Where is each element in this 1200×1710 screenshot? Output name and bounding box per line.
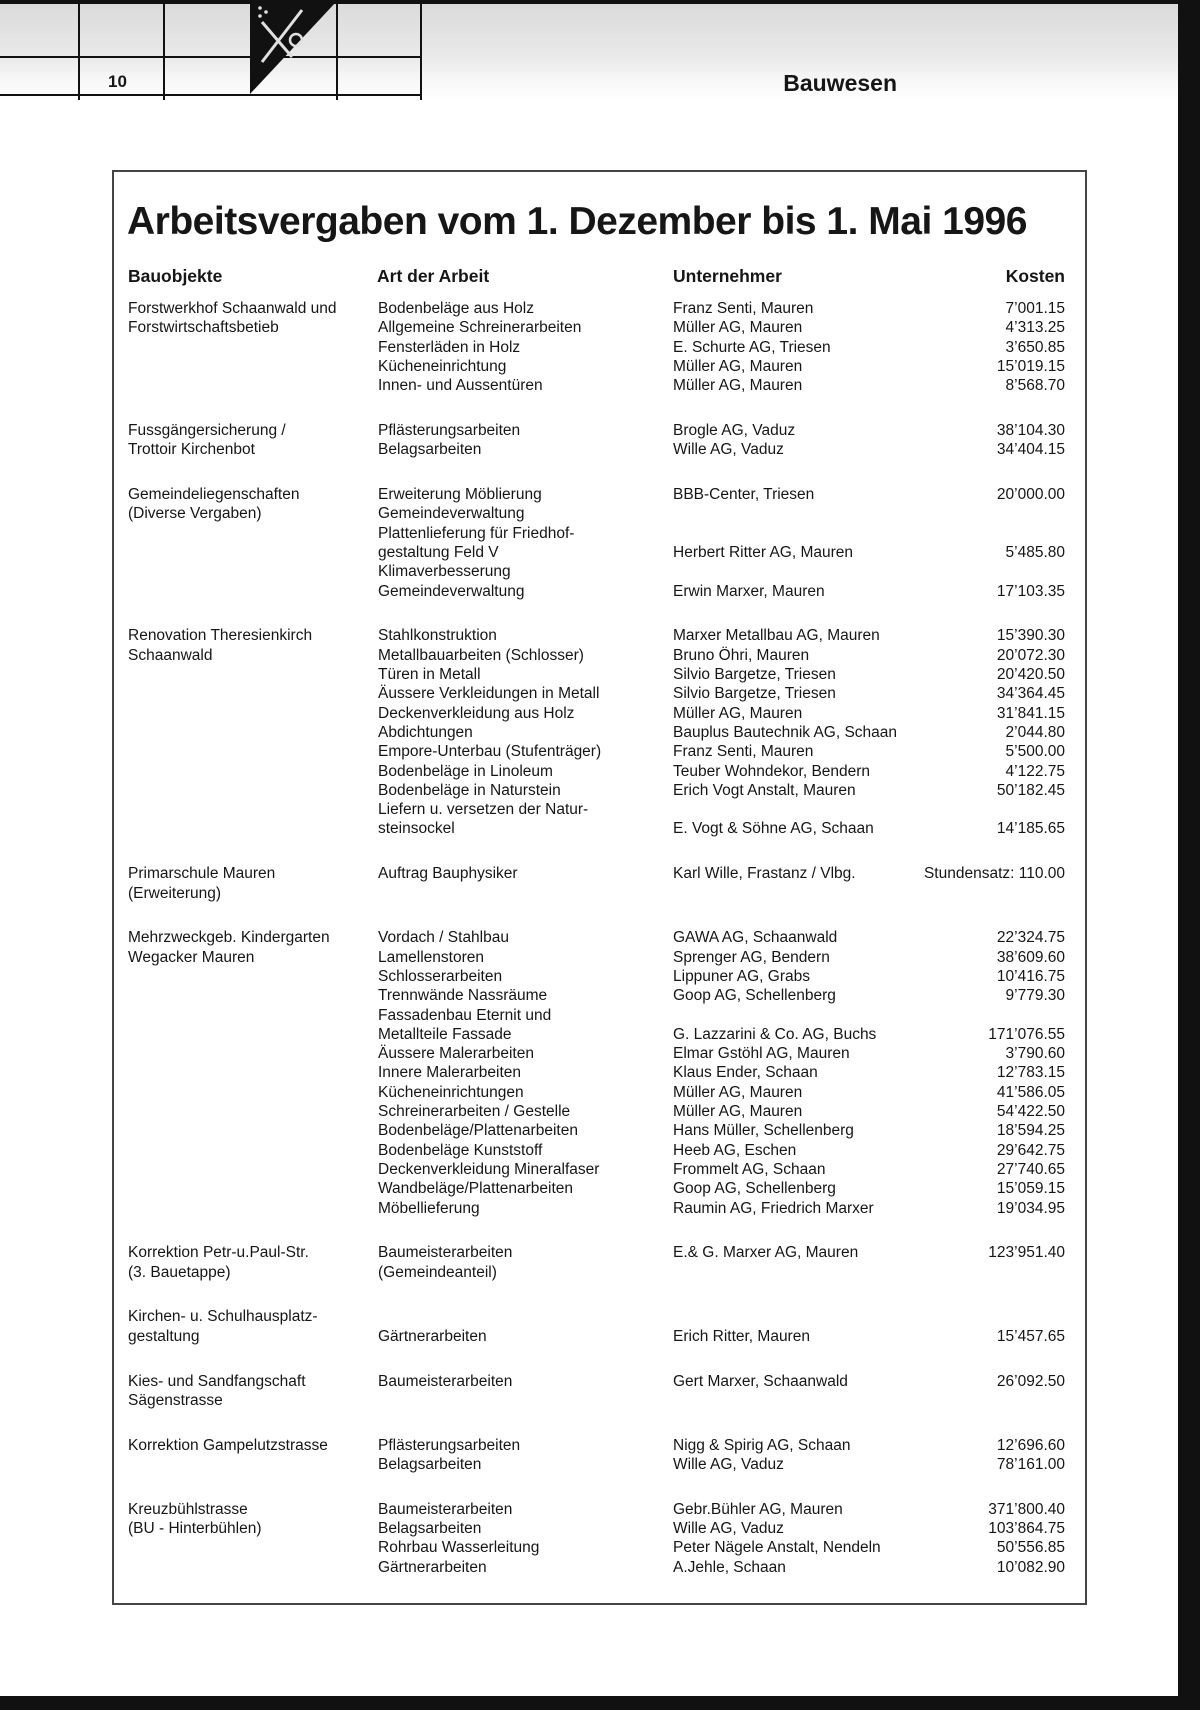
cell-unternehmer: Herbert Ritter AG, Mauren [673, 544, 854, 561]
cell-kosten: 14’185.65 [996, 820, 1065, 838]
cell-art-der-arbeit: Belagsarbeiten [378, 441, 482, 459]
cell-art-der-arbeit: Äussere Malerarbeiten [378, 1045, 534, 1063]
cell-kosten: 15’019.15 [996, 357, 1065, 375]
cell-bauobjekt: Kies- und Sandfangschaft [128, 1372, 306, 1390]
cell-unternehmer: Raumin AG, Friedrich Marxer [673, 1199, 874, 1217]
cell-art-der-arbeit: Allgemeine Schreinerarbeiten [378, 319, 582, 337]
cell-unternehmer: Sprenger AG, Bendern [673, 948, 830, 966]
cell-art-der-arbeit: Äussere Verkleidungen in Metall [378, 685, 600, 703]
cell-kosten: 2’044.80 [1005, 723, 1065, 741]
cell-unternehmer: Franz Senti, Mauren [673, 300, 814, 317]
cell-unternehmer: Marxer Metallbau AG, Mauren [673, 627, 880, 645]
cell-unternehmer: Goop AG, Schellenberg [673, 987, 836, 1005]
cell-unternehmer: Wille AG, Vaduz [673, 441, 784, 459]
cell-unternehmer: Brogle AG, Vaduz [673, 422, 796, 439]
document-title: Arbeitsvergaben vom 1. Dezember bis 1. Mai 1996 [127, 200, 1027, 243]
cell-art-der-arbeit: Bodenbeläge in Linoleum [378, 762, 553, 780]
cell-unternehmer: Nigg & Spirig AG, Schaan [673, 1436, 851, 1454]
cell-art-der-arbeit: Türen in Metall [378, 666, 481, 683]
cell-unternehmer: GAWA AG, Schaanwald [673, 929, 838, 947]
cell-unternehmer: Karl Wille, Frastanz / Vlbg. [673, 865, 856, 883]
cell-unternehmer: Erich Ritter, Mauren [673, 1327, 810, 1345]
cell-art-der-arbeit: Trennwände Nassräume [378, 987, 548, 1005]
cell-kosten: 9’779.30 [1005, 987, 1065, 1005]
cell-kosten: 15’390.30 [996, 627, 1065, 645]
cell-kosten: 41’586.05 [996, 1083, 1065, 1101]
cell-unternehmer: A.Jehle, Schaan [673, 1558, 786, 1576]
cell-unternehmer: E. Vogt & Söhne AG, Schaan [673, 820, 874, 838]
cell-bauobjekt: Korrektion Gampelutzstrasse [128, 1436, 328, 1454]
cell-unternehmer: Müller AG, Mauren [673, 1083, 803, 1101]
cell-art-der-arbeit: Bodenbeläge in Naturstein [378, 781, 561, 799]
cell-kosten: 18’594.25 [996, 1122, 1065, 1140]
cell-kosten: 15’059.15 [996, 1180, 1065, 1198]
cell-art-der-arbeit: Gärtnerarbeiten [378, 1327, 487, 1345]
cell-kosten: 3’650.85 [1005, 338, 1065, 356]
cell-unternehmer: Elmar Gstöhl AG, Mauren [673, 1045, 850, 1063]
cell-art-der-arbeit: Bodenbeläge Kunststoff [378, 1141, 543, 1159]
cell-kosten: 20’000.00 [996, 486, 1065, 504]
column-header-kosten: Kosten [1005, 266, 1065, 286]
cell-kosten: 20’072.30 [996, 646, 1065, 664]
cell-art-der-arbeit: gestaltung Feld V [378, 544, 499, 561]
cell-art-der-arbeit: Innere Malerarbeiten [378, 1064, 522, 1082]
cell-bauobjekt: Korrektion Petr-u.Paul-Str. [128, 1244, 309, 1262]
cell-kosten: 103’864.75 [988, 1520, 1065, 1537]
cell-unternehmer: Hans Müller, Schellenberg [673, 1122, 854, 1140]
cell-unternehmer: Erwin Marxer, Mauren [673, 582, 825, 600]
cell-kosten: 5’485.80 [1005, 544, 1065, 561]
cell-art-der-arbeit: Liefern u. versetzen der Natur- [378, 801, 589, 819]
cell-kosten: 5’500.00 [1005, 743, 1065, 761]
cell-unternehmer: Silvio Bargetze, Triesen [673, 666, 836, 683]
cell-unternehmer: Franz Senti, Mauren [673, 743, 814, 761]
cell-unternehmer: Müller AG, Mauren [673, 377, 803, 395]
cell-art-der-arbeit: Abdichtungen [378, 723, 473, 741]
cell-art-der-arbeit: Belagsarbeiten [378, 1455, 482, 1473]
cell-art-der-arbeit: Fensterläden in Holz [378, 338, 521, 356]
cell-kosten: 50’182.45 [996, 781, 1065, 799]
cell-bauobjekt: Sägenstrasse [128, 1391, 223, 1409]
cell-art-der-arbeit: Gemeindeverwaltung [378, 582, 525, 600]
cell-unternehmer: Wille AG, Vaduz [673, 1520, 784, 1537]
cell-unternehmer: BBB-Center, Triesen [673, 486, 815, 504]
cell-art-der-arbeit: Metallbauarbeiten (Schlosser) [378, 646, 584, 664]
cell-kosten: 22’324.75 [996, 929, 1065, 947]
cell-kosten: 50’556.85 [996, 1539, 1065, 1557]
cell-kosten: 8’568.70 [1005, 377, 1065, 395]
cell-unternehmer: Bruno Öhri, Mauren [673, 646, 810, 664]
cell-bauobjekt: Forstwerkhof Schaanwald und [128, 300, 337, 317]
cell-unternehmer: Gert Marxer, Schaanwald [673, 1372, 848, 1390]
cell-kosten: 4’122.75 [1005, 762, 1065, 780]
cell-kosten: 15’457.65 [996, 1327, 1065, 1345]
cell-kosten: 27’740.65 [996, 1160, 1065, 1178]
cell-kosten: 371’800.40 [988, 1500, 1065, 1518]
cell-kosten: 34’404.15 [996, 441, 1065, 459]
cell-art-der-arbeit: Pflästerungsarbeiten [378, 1436, 521, 1454]
cell-art-der-arbeit: Rohrbau Wasserleitung [378, 1539, 540, 1557]
cell-unternehmer: Lippuner AG, Grabs [673, 967, 810, 985]
cell-art-der-arbeit: Stahlkonstruktion [378, 627, 497, 645]
cell-art-der-arbeit: Baumeisterarbeiten [378, 1372, 513, 1390]
cell-bauobjekt: (3. Bauetappe) [128, 1263, 231, 1281]
column-header-unternehmer: Unternehmer [673, 266, 782, 286]
cell-art-der-arbeit: Metallteile Fassade [378, 1025, 512, 1043]
cell-art-der-arbeit: Bodenbeläge aus Holz [378, 300, 534, 317]
cell-art-der-arbeit: Fassadenbau Eternit und [378, 1006, 552, 1024]
cell-art-der-arbeit: Deckenverkleidung Mineralfaser [378, 1160, 600, 1178]
cell-bauobjekt: Fussgängersicherung / [128, 422, 286, 439]
cell-art-der-arbeit: steinsockel [378, 820, 455, 838]
cell-unternehmer: Gebr.Bühler AG, Mauren [673, 1500, 843, 1518]
cell-unternehmer: Goop AG, Schellenberg [673, 1180, 836, 1198]
cell-bauobjekt: Kreuzbühlstrasse [128, 1500, 248, 1518]
cell-art-der-arbeit: Erweiterung Möblierung [378, 486, 542, 504]
cell-kosten: 29’642.75 [996, 1141, 1065, 1159]
cell-unternehmer: Silvio Bargetze, Triesen [673, 685, 836, 703]
cell-kosten: 12’696.60 [996, 1436, 1065, 1454]
cell-kosten: 123’951.40 [988, 1244, 1065, 1262]
cell-unternehmer: Bauplus Bautechnik AG, Schaan [673, 723, 898, 741]
cell-unternehmer: Frommelt AG, Schaan [673, 1160, 826, 1178]
cell-art-der-arbeit: Klimaverbesserung [378, 563, 511, 581]
cell-unternehmer: Müller AG, Mauren [673, 357, 803, 375]
cell-art-der-arbeit: Empore-Unterbau (Stufenträger) [378, 743, 602, 761]
cell-bauobjekt: Schaanwald [128, 646, 213, 664]
cell-bauobjekt: Primarschule Mauren [128, 865, 276, 883]
cell-kosten: 38’609.60 [996, 948, 1065, 966]
cell-art-der-arbeit: Möbellieferung [378, 1199, 480, 1217]
cell-art-der-arbeit: Lamellenstoren [378, 948, 484, 966]
cell-unternehmer: Heeb AG, Eschen [673, 1141, 797, 1159]
cell-kosten: 171’076.55 [988, 1025, 1065, 1043]
cell-bauobjekt: (BU - Hinterbühlen) [128, 1520, 262, 1537]
cell-art-der-arbeit: Gärtnerarbeiten [378, 1558, 487, 1576]
cell-kosten: 4’313.25 [1005, 319, 1065, 337]
cell-bauobjekt: Wegacker Mauren [128, 948, 255, 966]
cell-kosten: 54’422.50 [996, 1103, 1065, 1120]
cell-unternehmer: Müller AG, Mauren [673, 319, 803, 337]
cell-bauobjekt: Renovation Theresienkirch [128, 627, 313, 645]
cell-kosten: 17’103.35 [996, 582, 1065, 600]
column-header-bauobjekte: Bauobjekte [128, 266, 223, 286]
cell-bauobjekt: Kirchen- u. Schulhausplatz- [128, 1308, 318, 1326]
cell-kosten: 7’001.15 [1005, 300, 1065, 317]
cell-art-der-arbeit: Plattenlieferung für Friedhof- [378, 524, 575, 542]
cell-unternehmer: Peter Nägele Anstalt, Nendeln [673, 1539, 881, 1557]
cell-unternehmer: E.& G. Marxer AG, Mauren [673, 1244, 859, 1262]
cell-art-der-arbeit: Pflästerungsarbeiten [378, 422, 521, 439]
cell-unternehmer: E. Schurte AG, Triesen [673, 338, 831, 356]
section-title: Bauwesen [783, 70, 897, 96]
cell-art-der-arbeit: Belagsarbeiten [378, 1520, 482, 1537]
cell-bauobjekt: Mehrzweckgeb. Kindergarten [128, 929, 330, 947]
cell-kosten: Stundensatz: 110.00 [923, 865, 1065, 883]
cell-kosten: 3’790.60 [1005, 1045, 1065, 1063]
cell-unternehmer: Wille AG, Vaduz [673, 1455, 784, 1473]
cell-kosten: 12’783.15 [996, 1064, 1065, 1082]
cell-art-der-arbeit: Schlosserarbeiten [378, 967, 503, 985]
cell-unternehmer: G. Lazzarini & Co. AG, Buchs [673, 1025, 877, 1043]
cell-art-der-arbeit: Baumeisterarbeiten [378, 1244, 513, 1262]
cell-bauobjekt: Forstwirtschaftsbetieb [128, 319, 279, 337]
cell-art-der-arbeit: Deckenverkleidung aus Holz [378, 704, 575, 722]
cell-art-der-arbeit: Kücheneinrichtungen [378, 1083, 524, 1101]
cell-bauobjekt: (Erweiterung) [128, 884, 222, 902]
cell-art-der-arbeit: Baumeisterarbeiten [378, 1500, 513, 1518]
page-number: 10 [108, 72, 127, 91]
cell-art-der-arbeit: Gemeindeverwaltung [378, 505, 525, 523]
cell-art-der-arbeit: Auftrag Bauphysiker [378, 865, 518, 883]
cell-kosten: 20’420.50 [996, 666, 1065, 683]
cell-kosten: 10’416.75 [996, 967, 1065, 985]
column-header-art-der-arbeit: Art der Arbeit [377, 266, 490, 286]
cell-bauobjekt: Gemeindeliegenschaften [128, 486, 300, 504]
cell-kosten: 31’841.15 [996, 704, 1065, 722]
cell-unternehmer: Müller AG, Mauren [673, 1103, 803, 1120]
cell-art-der-arbeit: Vordach / Stahlbau [378, 929, 509, 947]
cell-kosten: 19’034.95 [996, 1199, 1065, 1217]
cell-kosten: 26’092.50 [996, 1372, 1065, 1390]
cell-bauobjekt: gestaltung [128, 1327, 200, 1345]
cell-kosten: 38’104.30 [996, 422, 1065, 439]
cell-kosten: 10’082.90 [996, 1558, 1065, 1576]
cell-unternehmer: Erich Vogt Anstalt, Mauren [673, 781, 856, 799]
cell-unternehmer: Klaus Ender, Schaan [673, 1064, 818, 1082]
cell-art-der-arbeit: Bodenbeläge/Plattenarbeiten [378, 1122, 578, 1140]
cell-art-der-arbeit: Wandbeläge/Plattenarbeiten [378, 1180, 574, 1198]
cell-bauobjekt: Trottoir Kirchenbot [128, 441, 255, 459]
cell-unternehmer: Müller AG, Mauren [673, 704, 803, 722]
cell-kosten: 78’161.00 [996, 1455, 1065, 1473]
cell-art-der-arbeit: Innen- und Aussentüren [378, 377, 543, 395]
cell-bauobjekt: (Diverse Vergaben) [128, 505, 262, 523]
cell-unternehmer: Teuber Wohndekor, Bendern [673, 762, 871, 780]
cell-art-der-arbeit: Schreinerarbeiten / Gestelle [378, 1103, 571, 1120]
cell-art-der-arbeit: Kücheneinrichtung [378, 357, 507, 375]
cell-kosten: 34’364.45 [996, 685, 1065, 703]
cell-art-der-arbeit: (Gemeindeanteil) [378, 1263, 497, 1281]
